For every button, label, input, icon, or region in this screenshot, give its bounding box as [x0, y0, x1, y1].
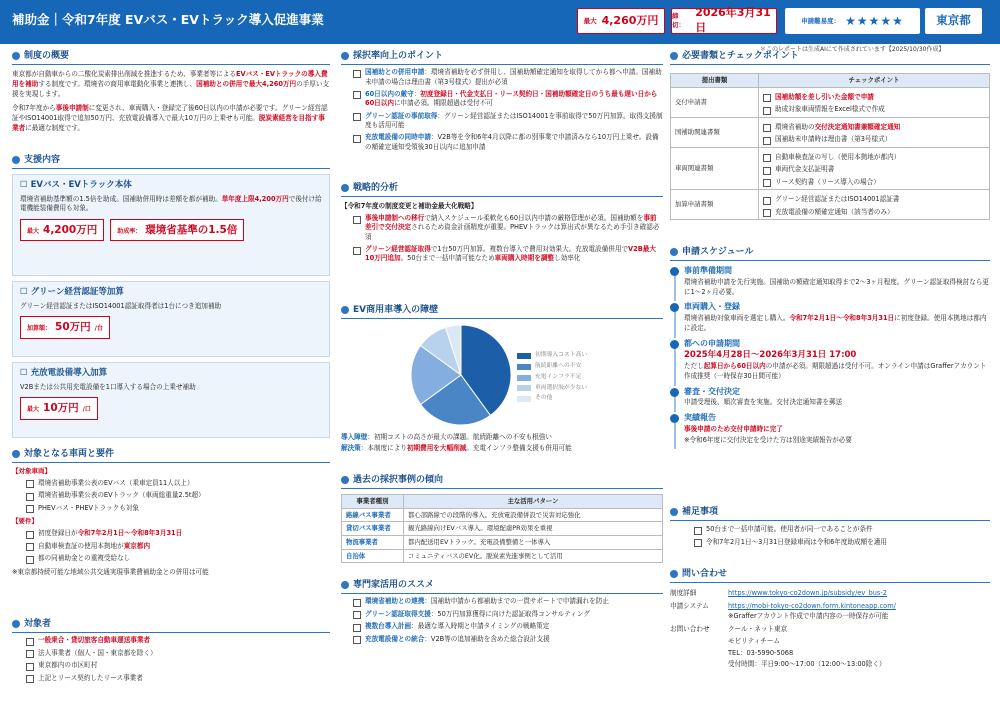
difficulty-label: 申請難易度：: [801, 16, 841, 25]
cases-table-header: [342, 495, 663, 509]
b-text2b: 初期費用を大幅削減: [406, 443, 467, 452]
difficulty-stars: ★★★★★: [845, 13, 904, 28]
box2-desc: グリーン経営認証またはISO14001認証取得者は1台につき追加補助: [20, 301, 222, 310]
box3-chips: [20, 397, 322, 419]
supp-section: [670, 506, 990, 547]
box3-chip-val: 10万円: [43, 402, 79, 415]
strategy-item: [353, 214, 663, 242]
doc-check-pre: 環境省補助の: [775, 122, 815, 131]
strategy-list: [341, 214, 663, 264]
box3-desc: V2Bまたは公共用充電設備を1口導入する場合の上乗せ補助: [20, 382, 196, 391]
box1-desc: [20, 195, 322, 215]
legend-item: [517, 352, 587, 360]
experts-heading-text: 専門家活用のススメ: [353, 580, 435, 590]
experts-list: [341, 597, 663, 644]
experts-heading: [341, 579, 663, 594]
point-a: グリーン認証の事前取得: [365, 111, 438, 120]
overview-paragraph-1: 東京都が自動車からの二酸化炭素排出削減を推進するため、事業者等によるEVバス・EVトラックの導入費用を補助する制度です。環境省の商用車電動化事業と連携し、国補助との併用で最大4,260万円の手厚い支援を実現します。: [12, 70, 330, 98]
chip1-small: 最大: [27, 228, 40, 236]
legend-label: 車両選択肢が少ない: [535, 384, 588, 391]
point-b: ：V2B等を令和6年4月以降に都の別事業で申請済みなら10万円上乗せ。設備の額確定通知受領後30日以内に追加申請: [365, 133, 659, 151]
box2-chip-val: 50万円: [55, 321, 91, 334]
vehicles-tag-1: 【対象車両】: [12, 467, 51, 476]
box2-chip-unit: /台: [94, 325, 103, 333]
applicant-item: 東京都内の市区町村: [26, 661, 330, 671]
header-bar: [0, 0, 1000, 44]
system-note: ※Grafferアカウント作成で申請内容の一時保存が可能: [728, 611, 889, 620]
vehicles-footnote: ※東京都持続可能な地域公共交通実現事業費補助金との併用は可能: [12, 567, 209, 576]
legend-label: 充電インフラ不足: [535, 373, 582, 380]
e-b: ：50万円加算獲得に向けた認証取得コンサルティング: [430, 609, 590, 618]
box2-title-text: グリーン経営認証等加算: [30, 287, 124, 298]
supp-item: 令和7年2月1日～3月31日登録車両は令和6年度助成額を適用: [694, 538, 990, 548]
yen-icon: [12, 156, 20, 164]
s1c: 事前差引で交付決定: [365, 214, 657, 232]
difficulty-badge: [785, 8, 920, 34]
overview-section: [12, 50, 330, 134]
point-b: ：環境省補助を必ず併用し、国補助額確定通知を取得してから都へ申請。国補助未申請の場合は理由書（第3号様式）提出が必須: [365, 68, 662, 86]
s3a: ただし: [684, 362, 704, 370]
docs-heading: [670, 50, 990, 65]
system-link[interactable]: https://mobi-tokyo-co2down.form.kintoneapp.com/: [728, 602, 896, 611]
supp-item: 50台まで一括申請可能。使用者が同一であることが条件: [694, 525, 990, 535]
doc-name: 交付申請書: [671, 87, 759, 117]
legend-swatch: [517, 364, 531, 370]
doc-checks: [759, 117, 990, 147]
step-text: [684, 362, 990, 382]
schedule-section: [670, 246, 990, 445]
deadline-badge: [671, 8, 777, 34]
schedule-step: [670, 387, 990, 409]
applicant-item: 一般乗合・貸切旅客自動車運送事業者: [26, 636, 330, 646]
box3-title-text: 充放電設備導入加算: [30, 368, 108, 379]
case-type: 自治体: [342, 549, 404, 563]
table-row: [671, 117, 990, 147]
doc-check: 充放電設備の額確定通知（該当者のみ）: [763, 208, 985, 218]
doc-check: グリーン経営認証またはISO14001認証書: [763, 195, 985, 205]
s2a: 環境省補助対象車両を選定し購入。: [684, 314, 790, 323]
doc-check: 国補助額を差し引いた金額で申請: [763, 93, 985, 103]
s2d: 。50台まで一括申請可能なため: [400, 254, 495, 263]
deadline-label: 締切：: [672, 12, 685, 29]
requirement-item: [26, 542, 330, 552]
points-heading-text: 採択率向上のポイント: [353, 51, 444, 61]
strategy-heading: [341, 182, 663, 197]
points-section: [341, 50, 663, 152]
contact-tel: TEL：03-5990-5068: [728, 648, 794, 657]
contact-team: モビリティチーム: [728, 636, 781, 645]
max-amount-badge: [577, 8, 665, 34]
deadline-value: 2026年3月31日: [695, 6, 771, 34]
ai-note: ＊このレポートは生成AIにて作成されています【2025/10/30作成】: [760, 46, 945, 53]
cases-heading-text: 過去の採択事例の傾向: [353, 475, 444, 485]
requirement-item: 都の同補助金との重複受給なし: [26, 554, 330, 564]
point-d: に申請必須。期限超過は受付不可: [393, 99, 493, 108]
case-type: 貸切バス事業者: [342, 522, 404, 536]
legend-item: [517, 363, 587, 371]
doc-check: 助成対象車両情報をExcel様式で作成: [763, 105, 985, 115]
e-a: 充放電設備との統合: [365, 634, 425, 643]
box1-desc-a: 環境省補助基準額の1.5倍を助成。国補助併用時は差額を都が補助。: [20, 194, 222, 203]
step-text: ※令和6年度に交付決定を受けた方は別途実績報告が必要: [684, 435, 852, 444]
box1-desc-b: 単年度上限4,200万円: [221, 194, 289, 203]
chip2-val: 環境省基準の1.5倍: [145, 224, 238, 237]
point-b: ：グリーン経営認証またはISO14001を事前取得で50万円加算。取得支援制度も活用可能: [365, 111, 663, 129]
page-title: 補助金｜令和7年度 EVバス・EVトラック導入促進事業: [12, 12, 324, 27]
vehicle-list: [12, 479, 330, 514]
vehicles-heading-text: 対象となる車両と要件: [24, 449, 115, 459]
b-label1: 導入障壁: [341, 433, 368, 442]
b-text1: ：初期コストの高さが最大の課題。航続距離への不安も根強い: [367, 433, 552, 442]
applicants-heading: [12, 618, 330, 633]
legend-item: [517, 385, 587, 393]
barriers-legend: [517, 349, 587, 403]
b-text2c: 。充電インフラ整備支援も併用可能: [466, 443, 572, 452]
req2b: 東京都内: [123, 541, 151, 550]
barriers-pie-chart: [401, 323, 521, 435]
step-title: 事前準備期間: [684, 266, 732, 276]
overview-heading: [12, 50, 330, 65]
chip-charger-bonus: [20, 397, 98, 419]
p2a: 令和7年度から: [12, 104, 56, 113]
e-b: ：最適な導入時期と申請タイミングの戦略策定: [411, 622, 550, 631]
chip-green-bonus: [20, 316, 110, 338]
doc-checks: [759, 147, 990, 190]
docs-table: [670, 73, 990, 220]
document-icon: [670, 52, 678, 60]
chip1-val: 4,200万円: [43, 224, 98, 237]
barriers-section: [341, 304, 663, 454]
applicant-item: 法人事業者（個人・国・東京都を除く）: [26, 649, 330, 659]
s3b: 起算日から60日以内: [703, 362, 766, 370]
e-b: ：国補助申請から都補助までの一貫サポートで申請漏れを防止: [424, 597, 609, 606]
step-text: 環境省補助申請を先行実施。国補助の額確定通知取得まで2～3ヶ月程度。グリーン認証取得検討なら更に1～2ヶ月必要。: [684, 277, 989, 296]
s1a: 事後申請制への移行: [365, 214, 425, 223]
legend-swatch: [517, 353, 531, 359]
case-pattern: 都心部路線での段階的導入。充放電設備併設で災害対応強化: [404, 508, 663, 522]
req1a: 初度登録日が: [38, 529, 78, 538]
barriers-text-2: [341, 444, 663, 454]
s2f: し効率化: [554, 254, 581, 263]
box1-chips: [20, 219, 322, 241]
max-amount-label: 最大: [583, 16, 597, 25]
legend-label: その他: [535, 395, 553, 402]
info-icon: [670, 570, 678, 578]
docs-section: [670, 50, 990, 220]
box1-title: EVバス・EVトラック本体: [30, 180, 132, 191]
schedule-heading-text: 申請スケジュール: [682, 247, 754, 257]
applicant-list: [12, 636, 330, 683]
contact-key: 申請システム: [670, 602, 709, 611]
cases-table: [341, 494, 663, 563]
expert-item: [353, 635, 663, 645]
support-box-charger: [12, 362, 330, 438]
box1-desc-c: で後付け給電機能装備費用も対象。: [20, 194, 322, 213]
box3-chip-small: 最大: [27, 406, 40, 414]
doc-check: 車両代金支払証明書: [763, 165, 985, 175]
applicant-item: 上記とリース契約したリース事業者: [26, 674, 330, 684]
doc-check: 自動車検査証の写し（使用本拠地が都内）: [763, 153, 985, 163]
supp-heading: [670, 506, 990, 521]
s2c: V2B最大10万円追加: [365, 245, 656, 263]
doc-check-text: [775, 123, 900, 133]
chip-max-amount: [20, 219, 104, 241]
contact-row: [670, 589, 990, 598]
step-title: 実績報告: [684, 413, 716, 423]
users-icon: [12, 620, 20, 628]
table-row: [342, 536, 663, 550]
vehicle-item: 環境省補助事業公表のEVトラック（車両総重量2.5t超）: [26, 491, 330, 501]
docs-col1: 提出書類: [671, 74, 759, 88]
expert-item: [353, 622, 663, 632]
users-icon: [341, 581, 349, 589]
step-text-red: 事後申請のため交付申請時に完了: [684, 424, 783, 433]
s2c: に初度登録。使用本拠地は都内に設定。: [684, 314, 987, 332]
contact-row: [670, 612, 990, 621]
box3-chip-unit: /口: [82, 406, 91, 414]
contact-hours: 受付時間：平日9:00～17:00（12:00～13:00除く）: [728, 660, 886, 669]
legend-swatch: [517, 375, 531, 381]
legend-swatch: [517, 396, 531, 402]
cases-col1: 事業者種別: [342, 495, 404, 509]
detail-link[interactable]: https://www.tokyo-co2down.jp/subsidy/ev_bus-2: [728, 589, 887, 598]
s2a: グリーン経営認証取得: [365, 245, 431, 254]
schedule-step: [670, 339, 990, 382]
e-b: ：V2B等の追加補助を含めた総合設計支援: [424, 634, 550, 643]
supp-heading-text: 補足事項: [682, 507, 719, 517]
s2b: 令和7年2月1日～令和8年3月31日: [789, 314, 895, 323]
contact-key: 制度詳細: [670, 589, 697, 598]
doc-check: [763, 123, 985, 133]
legend-label: 航続距離への不安: [535, 362, 582, 369]
vehicle-item: 環境省補助事業公表のEVバス（乗車定員11人以上）: [26, 479, 330, 489]
req1b: 令和7年2月1日～令和8年3月31日: [77, 529, 183, 538]
applicants-heading-text: 対象者: [24, 619, 52, 629]
strategy-item: [353, 245, 663, 264]
table-row: [342, 522, 663, 536]
point-a: 国補助との併用申請: [365, 68, 425, 77]
lightbulb-icon: [341, 52, 349, 60]
support-box-main: [12, 174, 330, 276]
s1b: で納入スケジュール柔軟化も60日以内申請の厳格管理が必須。国補助額を: [424, 214, 644, 223]
point-item: [353, 68, 663, 87]
schedule-step: [670, 413, 990, 445]
step-dot-icon: [670, 267, 679, 276]
requirement-item: [26, 529, 330, 539]
p2d: 脱炭素経営を目指す事業者: [12, 114, 325, 132]
doc-name: 車両関連書類: [671, 147, 759, 190]
e-a: 複数台導入計画: [365, 622, 412, 631]
point-item: [353, 90, 663, 109]
doc-name: 国補助関連書類: [671, 117, 759, 147]
s2e: 車両購入時期を調整: [494, 254, 555, 263]
p2c: に変更され、車両購入・登録完了後60日以内の申請が必要です。グリーン経営認証やISO14001取得で追加50万円、充放電設備導入で最大10万円の上乗せも可能。: [12, 104, 328, 123]
support-box-green: [12, 281, 330, 357]
contact-heading-text: 問い合わせ: [682, 569, 728, 579]
expert-item: [353, 610, 663, 620]
table-row: [342, 508, 663, 522]
point-item: [353, 133, 663, 152]
point-c: 初度登録日・代金支払日・リース契約日・国補助額確定日のうち最も遅い日から60日以内: [365, 89, 658, 108]
info-icon: [12, 52, 20, 60]
cases-col2: 主な活用パターン: [404, 495, 663, 509]
contact-org: クール・ネット東京: [728, 624, 788, 633]
support-heading: [12, 154, 330, 169]
supp-list: [670, 525, 990, 547]
case-pattern: コミュニティバスのEV化。脱炭素先進事例として活用: [404, 549, 663, 563]
strategy-box-title: 【令和7年度の制度変更と補助金最大化戦略】: [341, 202, 478, 211]
vehicles-heading: [12, 448, 330, 463]
s3c: の申請が必須。期限超過は受付不可。オンライン申請はGrafferアカウント作成推奨（一時保存30日間可能）: [684, 362, 987, 380]
step-text: 申請受理後、順次審査を実施。交付決定通知書を郵送: [684, 398, 843, 407]
schedule-step: [670, 266, 990, 297]
list-icon: [341, 476, 349, 484]
barriers-chart-area: [341, 319, 663, 431]
s2b: で1台50万円加算。複数台導入で費用対効果大。充放電設備併用で: [430, 245, 629, 254]
vehicle-item: PHEVバス・PHEVトラックも対象: [26, 504, 330, 514]
table-row: [671, 147, 990, 190]
table-row: [671, 87, 990, 117]
b-text2a: ：本制度により: [360, 443, 407, 452]
legend-label: 初期導入コスト高い: [535, 352, 588, 359]
support-section: [12, 154, 330, 438]
b-label2: 解決策: [341, 443, 361, 452]
doc-checks: [759, 190, 990, 220]
contact-key: お問い合わせ: [670, 624, 710, 633]
contact-heading: [670, 568, 990, 583]
region-value: 東京都: [936, 13, 971, 28]
warning-icon: [670, 508, 678, 516]
case-type: 路線バス事業者: [342, 508, 404, 522]
doc-check: 国補助未申請時は理由書（第3号様式）: [763, 135, 985, 145]
max-amount-value: 4,260万円: [601, 13, 659, 27]
contact-section: [670, 568, 990, 669]
req2a: 自動車検査証の使用本拠地が: [38, 541, 124, 550]
box2-title: ☐ グリーン経営認証等加算: [20, 287, 124, 298]
point-item: [353, 112, 663, 131]
applicants-section: [12, 618, 330, 683]
contact-row: [670, 602, 990, 611]
expert-item: [353, 597, 663, 607]
table-row: [342, 549, 663, 563]
legend-item: [517, 374, 587, 382]
s1d: されるため資金計画精度が重要。PHEVトラックは算出式が異なるため手引き確認必須: [365, 223, 660, 241]
chart-icon: [341, 184, 349, 192]
doc-check-emph: 交付決定通知書兼額確定通知: [814, 122, 901, 131]
spacer: [670, 612, 728, 621]
doc-checks: [759, 87, 990, 117]
case-pattern: 観光路線向けEVバス導入。環境配慮PR効果を重視: [404, 522, 663, 536]
point-a: 充放電設備の同時申請: [365, 133, 431, 142]
gear-icon: [12, 450, 20, 458]
barriers-heading: [341, 304, 663, 319]
box3-title: ☐ 充放電設備導入加算: [20, 368, 108, 379]
step-title: 審査・交付決定: [684, 386, 740, 396]
step-dot-icon: [670, 303, 679, 312]
barriers-heading-text: EV商用車導入の障壁: [353, 305, 439, 315]
cases-heading: [341, 474, 663, 489]
strategy-section: [341, 182, 663, 264]
docs-col2: チェックポイント: [759, 74, 990, 88]
doc-check: リース契約書（リース導入の場合）: [763, 178, 985, 188]
cases-section: [341, 474, 663, 563]
legend-item: [517, 395, 587, 403]
p2b: 事後申請制: [55, 104, 89, 113]
experts-section: [341, 579, 663, 644]
step-text: [684, 314, 990, 334]
docs-heading-text: 必要書類とチェックポイント: [682, 51, 799, 61]
support-heading-text: 支援内容: [24, 155, 61, 165]
schedule-heading: [670, 246, 990, 261]
step-dot-icon: [670, 388, 679, 397]
box2-chips: [20, 316, 322, 338]
schedule-step: [670, 302, 990, 333]
p2e: に最適な制度です。: [25, 123, 85, 132]
strategy-heading-text: 戦略的分析: [353, 183, 399, 193]
contact-details: [728, 625, 886, 670]
requirement-list: [12, 529, 330, 564]
case-type: 物流事業者: [342, 536, 404, 550]
chip-rate: [110, 219, 244, 241]
region-badge: [925, 8, 982, 34]
case-pattern: 都内配送用EVトラック。充電設備整備と一体導入: [404, 536, 663, 550]
point-a: 60日以内の厳守: [365, 89, 414, 98]
vehicles-tag-2: 【要件】: [12, 517, 38, 526]
table-row: [671, 190, 990, 220]
docs-table-header: [671, 74, 990, 88]
e-a: グリーン認証取得支援: [365, 609, 431, 618]
doc-name: 加算申請書類: [671, 190, 759, 220]
support-box-main-title: ☐ EVバス・EVトラック本体: [20, 180, 132, 191]
points-list: [341, 68, 663, 152]
contact-row: [670, 625, 990, 670]
step-date: 2025年4月28日～2026年3月31日 17:00: [684, 349, 857, 360]
point-b: ：: [413, 89, 421, 98]
step-title: 都への申請期間: [684, 338, 740, 348]
step-dot-icon: [670, 414, 679, 423]
points-heading: [341, 50, 663, 65]
pie-icon: [341, 306, 349, 314]
overview-paragraph-2: [12, 104, 330, 133]
step-title: 車両購入・登録: [684, 302, 740, 312]
e-a: 環境省補助との連携: [365, 597, 425, 606]
chip2-small: 助成率：: [117, 228, 142, 236]
box2-chip-small: 加算額：: [27, 325, 52, 333]
step-dot-icon: [670, 340, 679, 349]
calendar-icon: [670, 248, 678, 256]
overview-heading-text: 制度の概要: [24, 51, 70, 61]
vehicles-section: [12, 448, 330, 577]
legend-swatch: [517, 385, 531, 391]
